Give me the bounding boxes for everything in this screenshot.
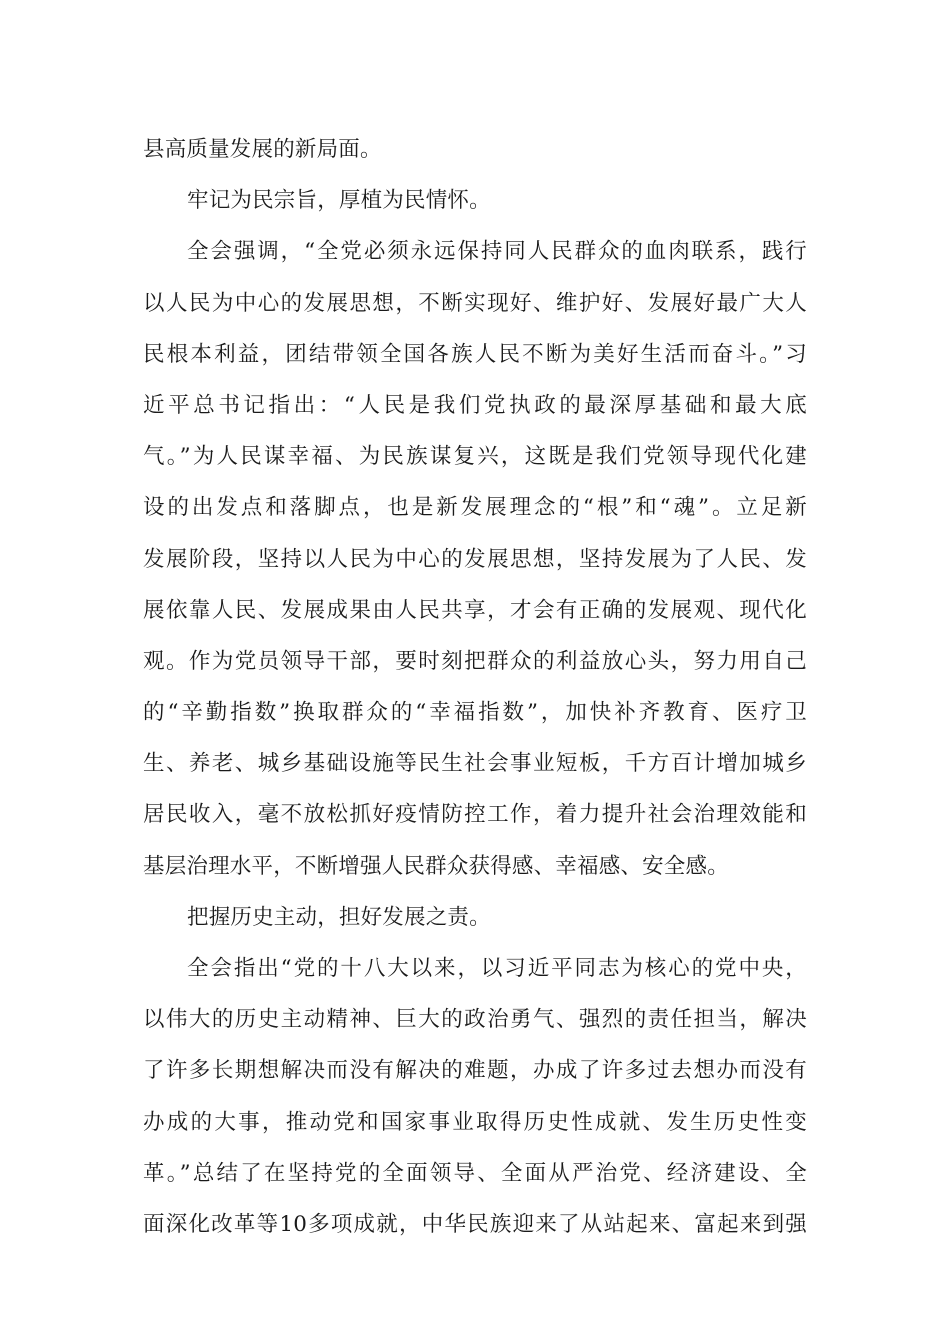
paragraph-line: 基层治理水平，不断增强人民群众获得感、幸福感、安全感。	[143, 853, 729, 879]
paragraph-line: 近平总书记指出：“人民是我们党执政的最深厚基础和最大底	[143, 392, 807, 418]
paragraph-line: 发展阶段，坚持以人民为中心的发展思想，坚持发展为了人民、发	[143, 546, 807, 572]
paragraph-line: 办成的大事，推动党和国家事业取得历史性成就、发生历史性变	[143, 1109, 807, 1135]
paragraph-line: 全会指出“党的十八大以来，以习近平同志为核心的党中央，	[187, 956, 807, 981]
paragraph-line: 观。作为党员领导干部，要时刻把群众的利益放心头，努力用自己	[143, 648, 807, 674]
paragraph-line: 全会强调，“全党必须永远保持同人民群众的血肉联系，践行	[187, 239, 807, 265]
paragraph-line: 县高质量发展的新局面。	[143, 137, 382, 162]
paragraph-line: 设的出发点和落脚点，也是新发展理念的“根”和“魂”。立足新	[143, 495, 807, 521]
paragraph-line: 面深化改革等10多项成就，中华民族迎来了从站起来、富起来到强	[143, 1211, 807, 1237]
paragraph-line: 革。”总结了在坚持党的全面领导、全面从严治党、经济建设、全	[143, 1160, 807, 1186]
paragraph-line: 以人民为中心的发展思想，不断实现好、维护好、发展好最广大人	[143, 290, 807, 316]
paragraph-line: 以伟大的历史主动精神、巨大的政治勇气、强烈的责任担当，解决	[143, 1007, 807, 1033]
paragraph-line: 气。”为人民谋幸福、为民族谋复兴，这既是我们党领导现代化建	[143, 444, 807, 470]
paragraph-line: 生、养老、城乡基础设施等民生社会事业短板，千方百计增加城乡	[143, 751, 807, 777]
section-heading-line: 把握历史主动，担好发展之责。	[187, 904, 491, 930]
paragraph-line: 民根本利益，团结带领全国各族人民不断为美好生活而奋斗。”习	[143, 341, 807, 367]
paragraph-line: 展依靠人民、发展成果由人民共享，才会有正确的发展观、现代化	[143, 597, 807, 623]
paragraph-line: 居民收入，毫不放松抓好疫情防控工作，着力提升社会治理效能和	[143, 802, 807, 828]
paragraph-line: 了许多长期想解决而没有解决的难题，办成了许多过去想办而没有	[143, 1058, 807, 1084]
body-text	[143, 124, 807, 1250]
section-heading-line: 牢记为民宗旨，厚植为民情怀。	[187, 188, 491, 214]
paragraph-line: 的“辛勤指数”换取群众的“幸福指数”，加快补齐教育、医疗卫	[143, 700, 807, 726]
